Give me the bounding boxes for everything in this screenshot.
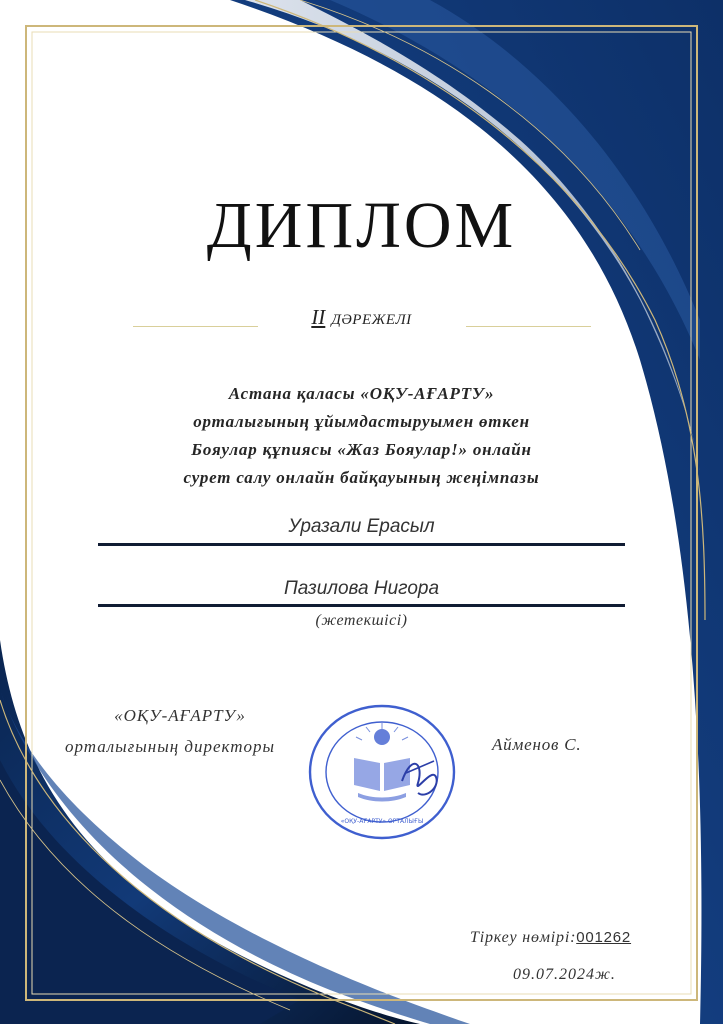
winner-underline <box>98 543 625 546</box>
svg-text:«ОҚУ-АҒАРТУ» ОРТАЛЫҒЫ: «ОҚУ-АҒАРТУ» ОРТАЛЫҒЫ <box>340 818 424 825</box>
issue-date: 09.07.2024ж. <box>513 966 616 983</box>
registration-number: 001262 <box>576 929 632 946</box>
body-line: Бояулар құпиясы «Жаз Бояулар!» онлайн <box>191 440 532 459</box>
body-line: Астана қаласы «ОҚУ-АҒАРТУ» <box>228 384 495 403</box>
official-seal <box>306 703 458 841</box>
supervisor-name: Пазилова Нигора <box>283 578 440 599</box>
body-line: сурет салу онлайн байқауының жеңімпазы <box>183 468 540 487</box>
registration-label: Тіркеу нөмірі: <box>470 929 577 946</box>
signatory-name: Айменов С. <box>492 735 582 754</box>
winner-name: Уразали Ерасыл <box>288 516 435 537</box>
body-line: орталығының ұйымдастыруымен өткен <box>193 412 530 431</box>
registration-line <box>470 929 631 947</box>
signatory-title: орталығының директоры <box>64 737 276 756</box>
supervisor-underline <box>98 604 625 607</box>
degree-numeral: II <box>311 305 326 329</box>
signatory-org: «ОҚУ-АҒАРТУ» <box>114 706 246 725</box>
diploma-title: ДИПЛОМ <box>206 189 517 262</box>
degree-label <box>0 305 723 330</box>
seal-ring-text <box>341 818 424 825</box>
supervisor-note: (жетекшісі) <box>315 612 408 629</box>
degree-word: ДӘРЕЖЕЛІ <box>331 312 412 328</box>
